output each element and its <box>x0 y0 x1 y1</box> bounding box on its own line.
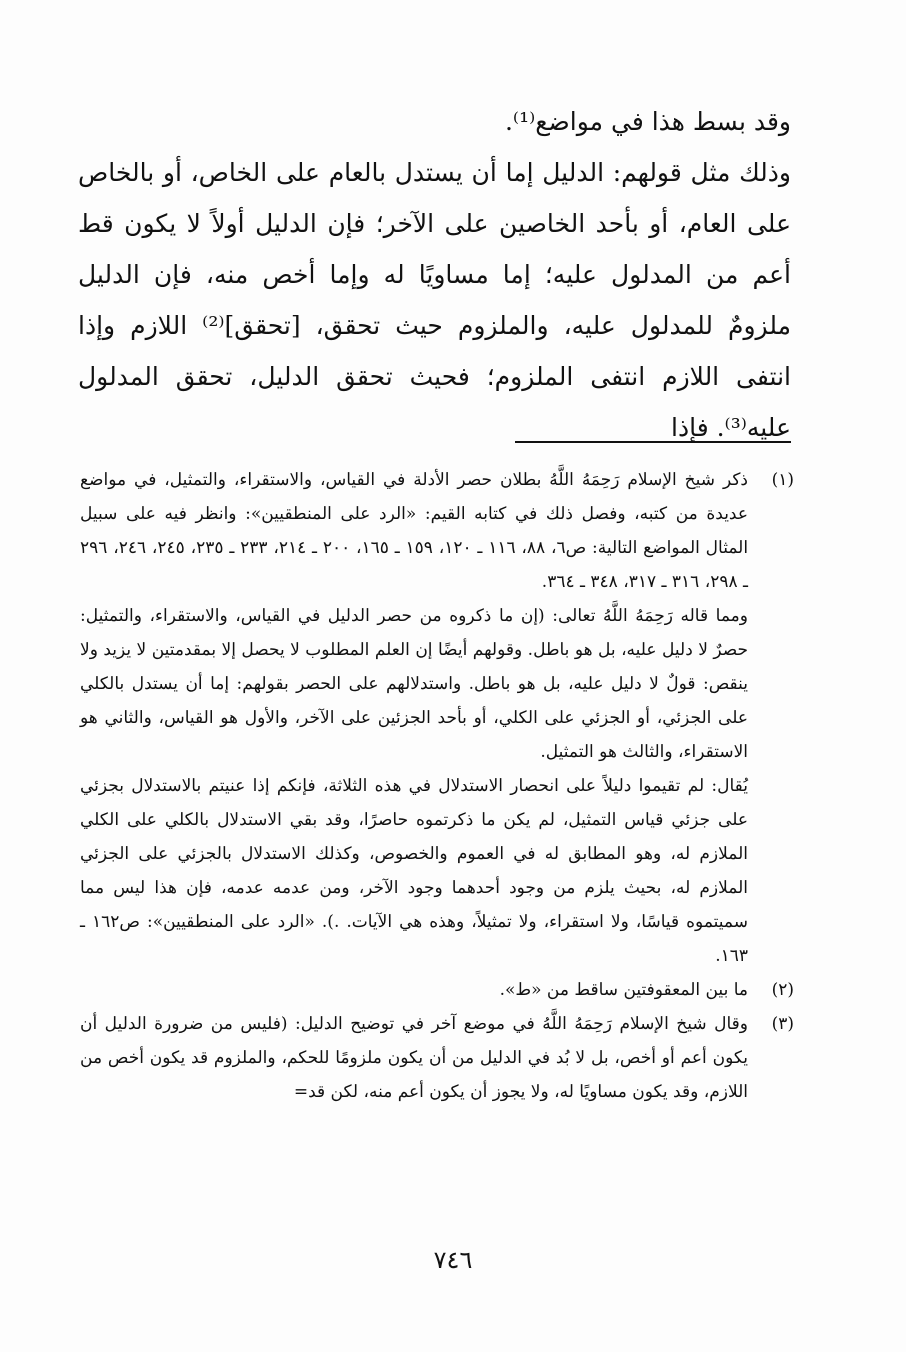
page-number: ٧٤٦ <box>433 1246 473 1274</box>
main-text-body <box>78 96 791 453</box>
footnote-number: (١) <box>771 470 794 490</box>
footnote-paragraph: ذكر شيخ الإسلام رَحِمَهُ اللَّهُ بطلان حصر الأدلة في القياس، والاستقراء، والتمثيل، في مواضع عديدة من كتبه، وفصل ذلك في كتابه القيم: «الرد على المنطقيين»: وانظر فيه على سبيل المثال المواضع التالية: ص٦، ٨٨، ١١٦ ـ ١٢٠، ١٥٩ ـ ١٦٥، ٢٠٠ ـ ٢١٤، ٢٣٣ ـ ٢٣٥، ٢٤٥، ٢٤٦، ٢٩٦ ـ ٢٩٨، ٣١٦ ـ ٣١٧، ٣٤٨ ـ ٣٦٤. <box>80 470 749 592</box>
footnote-paragraph: يُقال: لم تقيموا دليلاً على انحصار الاستدلال في هذه الثلاثة، فإنكم إذا عنيتم بالاستدلال بجزئي على جزئي قياس التمثيل، لم يكن ما ذكرتموه حاصرًا، وقد بقي الاستدلال بالكلي على الكلي الملازم له، وهو المطابق له في العموم والخصوص، وكذلك الاستدلال بالجزئي على الجزئي الملازم له، بحيث يلزم من وجود أحدهما وجود الآخر، ومن عدمه عدمه، فإن هذا ليس مما سميتموه قياسًا، ولا استقراء، ولا تمثيلاً، وهذه هي الآيات. .). «الرد على المنطقيين»: ص١٦٢ ـ ١٦٣. <box>80 776 748 966</box>
footnote-paragraph: وقال شيخ الإسلام رَحِمَهُ اللَّهُ في موضع آخر في توضيح الدليل: (فليس من ضرورة الدليل أن يكون أعم أو أخص، بل لا بُد في الدليل من أن يكون ملزومًا للحكم، والملزوم قد يكون أخص من اللازم، وقد يكون مساويًا له، ولا يجوز أن يكون أعم منه، لكن قد= <box>80 1014 748 1102</box>
footnote-paragraph: ما بين المعقوفتين ساقط من «ط». <box>499 980 748 1000</box>
footnote-3 <box>80 1007 794 1109</box>
footnotes-section <box>80 463 794 1109</box>
main-paragraph-1: وقد بسط هذا في مواضع⁽¹⁾. <box>504 107 791 136</box>
main-paragraph-2: وذلك مثل قولهم: الدليل إما أن يستدل بالعام على الخاص، أو بالخاص على العام، أو بأحد الخاصين على الآخر؛ فإن الدليل أولاً لا يكون قط أعم من المدلول عليه؛ إما مساويًا له وإما أخص منه، فإن الدليل ملزومٌ للمدلول عليه، والملزوم حيث تحقق، [تحقق]⁽²⁾ اللازم وإذا انتفى اللازم انتفى الملزوم؛ فحيث تحقق الدليل، تحقق المدلول عليه⁽³⁾. فإذا <box>78 158 791 442</box>
footnote-separator <box>515 441 791 443</box>
footnote-1 <box>80 463 794 973</box>
footnote-paragraph: ومما قاله رَحِمَهُ اللَّهُ تعالى: (إن ما ذكروه من حصر الدليل في القياس، والاستقراء، والتمثيل: حصرٌ لا دليل عليه، بل هو باطل. وقولهم أيضًا إن العلم المطلوب لا يحصل إلا بمقدمتين لا يزيد ولا ينقص: قولٌ لا دليل عليه، بل هو باطل. واستدلالهم على الحصر بقولهم: إما أن يستدل بالكلي على الجزئي، أو الجزئي على الكلي، أو بأحد الجزئين على الآخر، والأول هو القياس، والثاني هو الاستقراء، والثالث هو التمثيل. <box>80 606 748 762</box>
footnote-number: (٢) <box>771 980 794 1000</box>
footnote-number: (٣) <box>771 1014 794 1034</box>
footnote-2 <box>80 973 794 1007</box>
